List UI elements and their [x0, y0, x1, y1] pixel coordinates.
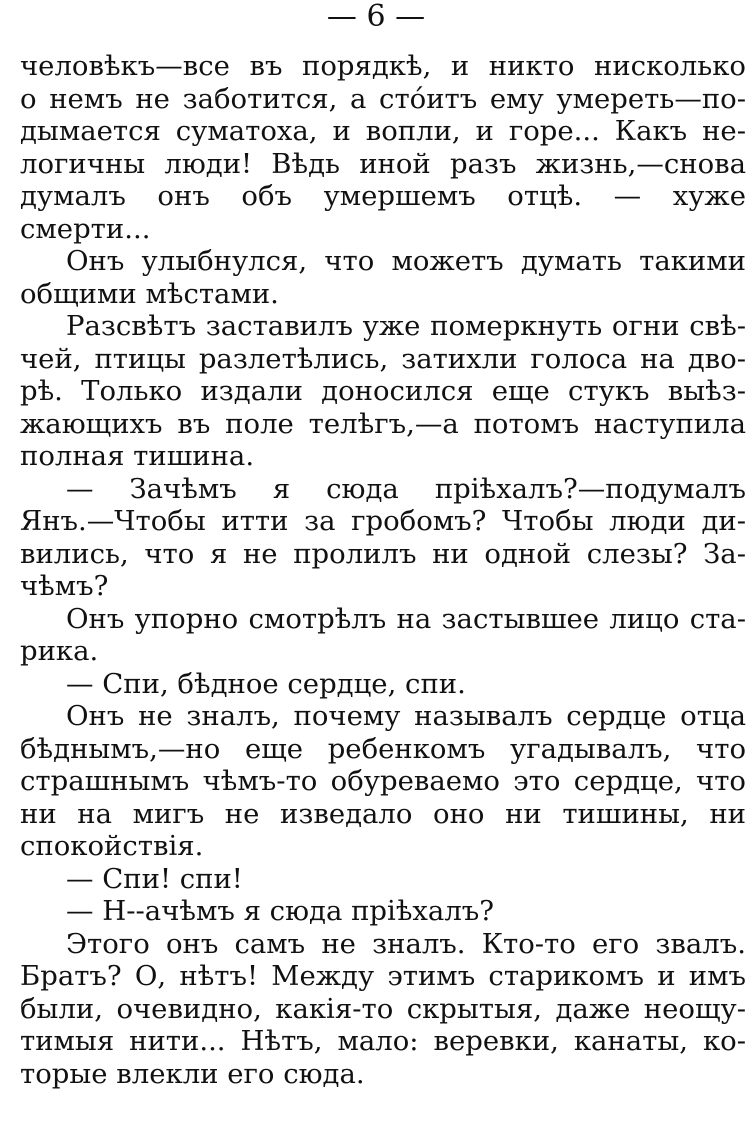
text-line: рѣ. Только издали доносился еще стукъ выѣз- [20, 375, 746, 407]
text-line: Разсвѣтъ заставилъ уже померкнуть огни свѣ- [66, 310, 746, 342]
text-line: думалъ онъ объ умершемъ отцѣ. — хуже [20, 180, 746, 212]
text-line: Янъ.—Чтобы итти за гробомъ? Чтобы люди ди- [20, 505, 746, 537]
text-line: жающихъ въ поле телѣгъ,—а потомъ наступила [20, 407, 746, 440]
page-number: — 6 — [326, 0, 426, 34]
text-line: Братъ? О, нѣтъ! Между этимъ старикомъ и имъ [20, 960, 746, 992]
text-line: бѣднымъ,—но еще ребенкомъ угадывалъ, что [20, 732, 746, 765]
text-line: страшнымъ чѣмъ-то обуреваемо это сердце, что [20, 765, 746, 797]
text-line: о немъ не заботится, а стóитъ ему умереть—по- [20, 82, 746, 115]
text-line: — Зачѣмъ я сюда пріѣхалъ?—подумалъ [66, 472, 746, 505]
text-line: — Н--ачѣмъ я сюда пріѣхалъ? [66, 895, 495, 927]
text-line: смерти... [20, 212, 151, 245]
text-line: чей, птицы разлетѣлись, затихли голоса на дво- [20, 342, 746, 375]
text-line: вились, что я не пролилъ ни одной слезы? За- [20, 537, 746, 570]
body-text [20, 50, 746, 1090]
text-line: были, очевидно, какія-то скрытыя, даже неощу- [20, 992, 746, 1025]
text-line: тимыя нити... Нѣтъ, мало: веревки, канаты, ко- [20, 1025, 746, 1057]
text-line: — Спи! спи! [66, 862, 243, 895]
text-line: Онъ упорно смотрѣлъ на застывшее лицо ста- [66, 602, 746, 635]
text-line: Этого онъ самъ не зналъ. Кто-то его звалъ. [66, 927, 746, 960]
text-line: Онъ улыбнулся, что можетъ думать такими [66, 245, 746, 277]
text-line: спокойствія. [20, 830, 204, 862]
text-line: полная тишина. [20, 440, 255, 472]
text-line: дымается суматоха, и вопли, и горе... Какъ не- [20, 115, 746, 147]
text-line: — Спи, бѣдное сердце, спи. [66, 667, 466, 700]
text-line: ни на мигъ не изведало оно ни тишины, ни [20, 797, 746, 830]
text-line: торые влекли его сюда. [20, 1057, 365, 1090]
text-line: общими мѣстами. [20, 277, 279, 310]
text-line: чѣмъ? [20, 570, 109, 602]
text-line: Онъ не зналъ, почему называлъ сердце отца [66, 700, 746, 732]
text-line: рика. [20, 635, 99, 667]
text-line: человѣкъ—все въ порядкѣ, и никто нисколько [20, 50, 746, 82]
text-line: логичны люди! Вѣдь иной разъ жизнь,—снова [20, 147, 746, 180]
